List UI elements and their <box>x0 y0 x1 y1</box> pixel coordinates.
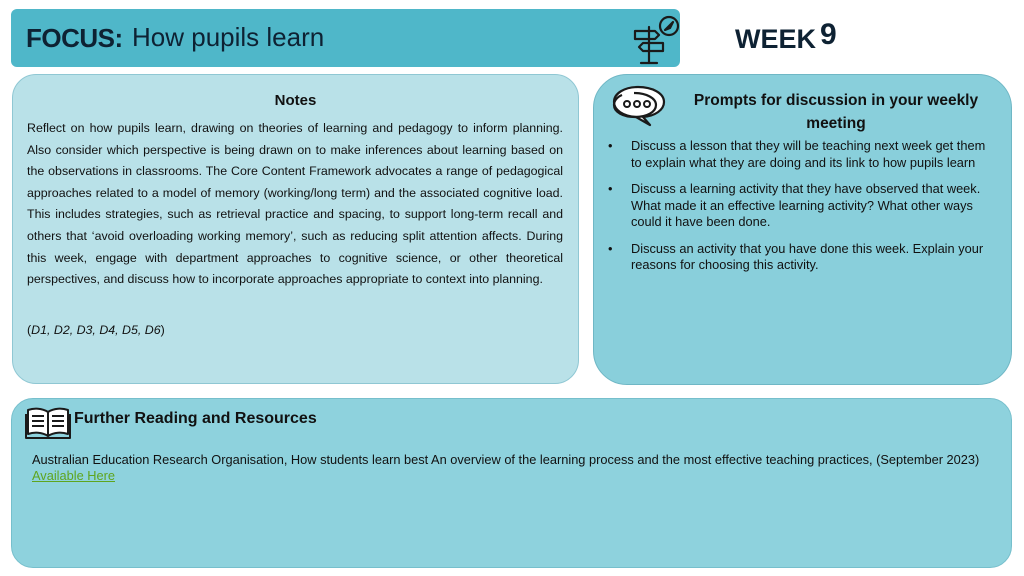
refs-codes: D1, D2, D3, D4, D5, D6 <box>31 323 161 337</box>
speech-bubble-icon <box>610 79 668 129</box>
open-book-icon <box>24 404 72 440</box>
reading-citation <box>32 452 992 484</box>
focus-title: How pupils learn <box>132 22 325 52</box>
refs-close-paren: ) <box>160 323 165 337</box>
signpost-icon <box>627 13 681 67</box>
week-indicator <box>735 18 837 56</box>
prompts-list <box>608 138 990 284</box>
refs-open-paren: ( <box>27 323 32 337</box>
prompts-title: Prompts for discussion in your weekly meeting <box>693 92 979 132</box>
prompts-panel <box>593 74 1012 385</box>
prompt-item: • Discuss a learning activity that they have observed that week. What made it an effective learning activity? What other ways could it have been done. <box>608 181 990 231</box>
prompt-item: • Discuss an activity that you have done this week. Explain your reasons for choosing this activity. <box>608 241 990 274</box>
citation-text: Australian Education Research Organisation, How students learn best An overview of the learning process and the most effective teaching practices, (September 2023) <box>32 452 980 467</box>
further-reading-panel <box>11 398 1012 568</box>
notes-body: Reflect on how pupils learn, drawing on theories of learning and pedagogy to inform planning. Also consider which perspective is being drawn on to make inferences about learning based on the observations in classrooms. The Core Content Framework advocates a range of pedagogical approaches related to a model of memory (working/long term) and the associated cognitive load. This includes strategies, such as retrieval practice and spacing, to support long-term recall and others that ‘avoid overloading working memory’, such as reducing split attention affects. During this week, engage with department approaches to cognitive science, or other theoretical perspectives, and discuss how to incorporate approaches appropriate to context into planning. <box>27 121 563 287</box>
prompt-item: • Discuss a lesson that they will be teaching next week get them to explain what they are doing and its link to how pupils learn <box>608 138 990 171</box>
available-here-link[interactable]: Available Here <box>32 468 115 483</box>
notes-panel <box>12 74 579 384</box>
week-number: 9 <box>820 18 837 51</box>
notes-references <box>27 323 165 337</box>
focus-header <box>11 9 680 67</box>
week-label: WEEK <box>735 24 816 54</box>
focus-label: FOCUS: <box>26 23 123 53</box>
further-reading-title: Further Reading and Resources <box>74 410 317 427</box>
notes-title: Notes <box>274 92 317 109</box>
